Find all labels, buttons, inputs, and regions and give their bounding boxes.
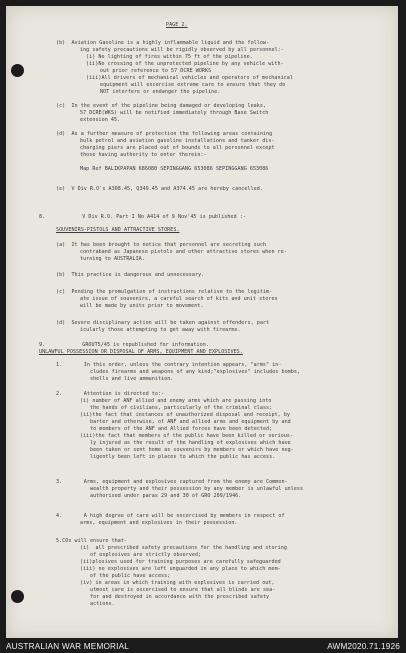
document-line: 3. Arms, equipment and explosives captured from the enemy are Common-	[56, 479, 288, 485]
document-line: icularly those attempting to get away with firearms.	[80, 327, 241, 333]
document-line: (d) As a further measure of protection the following areas containing	[56, 131, 273, 137]
document-line: 1. In this order, unless the contrary intention appears, "arms" in-	[56, 362, 282, 368]
document-line: ate issue of souvenirs, a careful search of kits and unit stores	[80, 296, 278, 302]
document-line: charging piers are placed out of bounds to all personnel except	[80, 145, 275, 151]
document-line: been taken or sent home as souvenirs by members or which have neg-	[90, 447, 294, 453]
footer-source: AUSTRALIAN WAR MEMORIAL	[6, 642, 130, 651]
document-line: ly injured as the result of the handling of explosives which have	[90, 440, 291, 446]
document-line: those having authority to enter therein:-	[80, 152, 207, 158]
document-line: UNLAWFUL POSSESSION OR DISPOSAL OF ARMS, EQUIPMENT AND EXPLOSIVES.	[39, 349, 243, 355]
document-line: Map Ref BALIKPAPAN 686080 SEPINGGANG 653086 SEPINGGANG 653086	[80, 166, 269, 172]
document-line: (e) V Div R.O's A308.45, Q349.45 and A374.45 are hereby cancelled.	[56, 186, 263, 192]
document-line: (i) all prescribed safety precautions for the handling and storing	[80, 545, 287, 551]
footer-accession-number: AWM2020.71.1926	[327, 642, 400, 651]
page-heading: PAGE 2.	[166, 22, 188, 28]
footer-bar	[0, 640, 406, 653]
document-line: (b) Aviation Gasoline is a highly inflammable liquid and the follow-	[56, 40, 270, 46]
document-line: wealth property and their possession by any member is unlawful unless	[90, 486, 304, 492]
document-line: the hands of civilians, particularly of the criminal class;	[90, 405, 273, 411]
document-line: (iii) no explosives are left unguarded in any place to which mem-	[80, 566, 281, 572]
document-line: shells and live ammunition.	[90, 376, 174, 382]
document-line: (i) No lighting of fires within 75 ft of the pipeline.	[86, 54, 253, 60]
document-line: authorised under paras 29 and 30 of GRO 209/1946.	[90, 493, 242, 499]
document-line: 8. V Div R.O. Part I No A414 of 9 Nov'45 is published :-	[39, 214, 246, 220]
document-line: (ii)the fact that instances of unauthorized disposal and receipt, by	[80, 412, 291, 418]
document-line: extension 45.	[80, 117, 121, 123]
document-line: (b) This practice is dangerous and unnecessary.	[56, 272, 205, 278]
document-line: turning to AUSTRALIA.	[80, 256, 145, 262]
document-line: 9. GROUT5/45 is republished for information.	[39, 342, 209, 348]
typed-document	[6, 6, 398, 638]
document-line: (c) Pending the promulgation of instructions relative to the legitim-	[56, 289, 273, 295]
document-line: utmost care is excercised to ensure that all blinds are sea-	[90, 587, 276, 593]
document-line: will be made by units prior to movement.	[80, 303, 204, 309]
document-line: barter and otherwise, of ANF and allied arms and equipment by and	[90, 419, 291, 425]
document-line: (iii)the fact that members of the public have been killed or serious-	[80, 433, 294, 439]
document-line: of the public have access;	[90, 573, 171, 579]
document-line: actions.	[90, 601, 115, 607]
document-line: to members of the ANF and Allied forces have been detected;	[90, 426, 273, 432]
document-line: contraband as Japanese pistols and other attractive stores when re-	[80, 249, 287, 255]
document-line: (i) number of ANF allied and enemy arms which are passing into	[80, 398, 272, 404]
document-line: arms, equipment and explosives in their possession.	[80, 520, 238, 526]
document-line: 4. A high degree of care will be excercised by members in respect of	[56, 513, 285, 519]
document-line: 5.COs will ensure that-	[56, 538, 128, 544]
document-line: for and destroyed in accordance with the prescribed safety	[90, 594, 270, 600]
document-line: ligently been left in places to which the public has access.	[90, 454, 276, 460]
document-line: ing safety precautions will be rigidly observed by all personnel:-	[80, 47, 284, 53]
document-line: equipment will excercise extreme care to ensure that they do	[100, 82, 286, 88]
document-line: bulk petrol and aviation gasoline installations and tanker dis-	[80, 138, 275, 144]
document-line: (ii)plosives used for training purposes are carefully safeguarded	[80, 559, 281, 565]
document-line: NOT interfere or endanger the pipeline.	[100, 89, 221, 95]
document-page	[6, 6, 398, 638]
document-line: of explosives are strictly observed;	[90, 552, 202, 558]
document-line: (ii)No crossing of the unprotected pipeline by any vehicle with-	[86, 61, 284, 67]
document-line: (a) It has been brought to notice that personnel are secreting such	[56, 242, 267, 248]
document-line: 57 DCRE(WKS) will be notified immediately through Base Switch	[80, 110, 269, 116]
document-line: cludes firearms and weapons of any kind;"explosives" includes bombs,	[90, 369, 301, 375]
document-line: 2. Attention is directed to:-	[56, 391, 165, 397]
document-line: (c) In the event of the pipeline being damaged or developing leaks,	[56, 103, 267, 109]
document-line: out prior reference to 57 DCRE WORKS	[100, 68, 212, 74]
document-line: (iii)All drivers of mechanical vehicles and operators of mechanical	[86, 75, 293, 81]
document-line: (iv) in areas in which training with explosives is carried out,	[80, 580, 275, 586]
document-line: SOUVENIRS-PISTOLS AND ATTRACTIVE STORES.	[56, 227, 180, 233]
document-line: (d) Severe disciplinary action will be taken against offenders, part	[56, 320, 270, 326]
